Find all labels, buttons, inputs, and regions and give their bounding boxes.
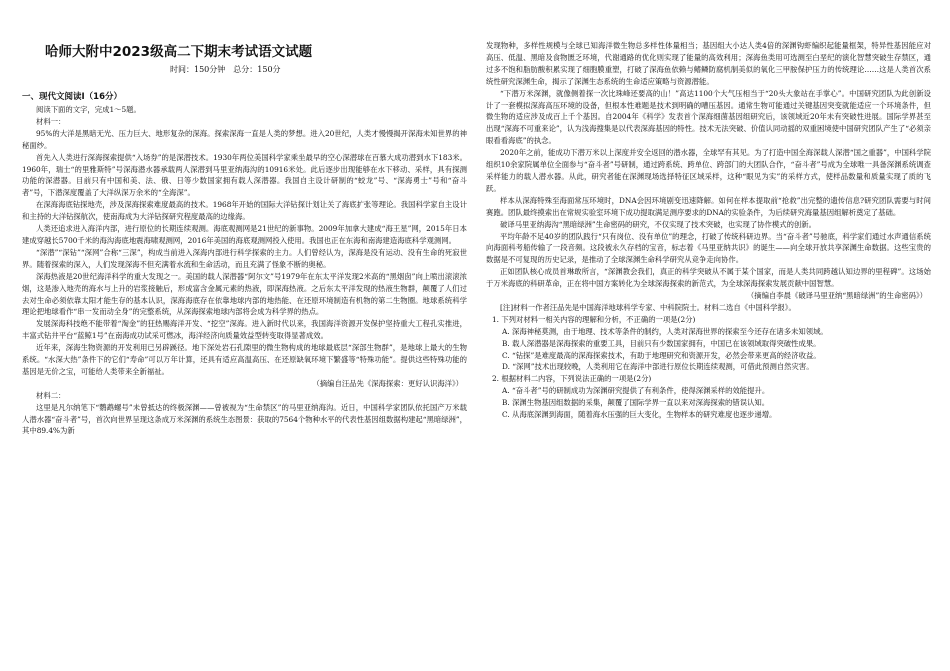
paragraph: 这里是凡尔纳笔下“鹦鹉螺号”未曾抵达的终极深渊——曾被视为“生命禁区”的马里亚纳海沟。近日，中国科学家团队依托国产万米载人潜水器“奋斗者”号，首次向世界呈现这条成万米深渊的系统生态图景：获取的7564个物种水平的代表性基因组数据构建起“黑暗绿洲”，其中89.4%为新 — [22, 402, 467, 436]
section-heading: 一、现代文阅读Ⅰ（16分） — [22, 92, 122, 102]
paragraph: 正如团队核心成员首琳敢所言，“深渊教会我们，真正的科学突破从不属于某个国家，而是人类共同跨越认知边界的里程碑”。这场始于万米海底的科研革命，正在将中国方案转化为全球深海探索的新范式，为全球深海探索发展贡献中国智慧。 — [486, 267, 931, 289]
paragraph: 首先入人类进行深海探索提供“入场券”的是深潜技术。1930年两位美国科学家乘坐最早的空心深潜球在百慕大成功潜到水下183米。1960年，瑞士“的里雅斯特”号深海潜水器承载两人深潜到马里亚纳海沟的10916米处。此后逐步出现能够在水下移动、采样，具有探测功能的深潜器。目前只有中国和美、法、俄、日等少数国家拥有载人深潜器。我国自主设计研制的“蛟龙”号、“深海勇士”号和“奋斗者”号，下潜深度覆盖了大洋纵深万余米的“全海深”。 — [22, 152, 467, 198]
paragraph: 95%的大洋是黑暗无光、压力巨大、地形复杂的深海。探索深海一直是人类的梦想。进入20世纪，人类才慢慢揭开深海未知世界的神秘面纱。 — [22, 128, 467, 150]
exam-title: 哈师大附中2023级高二下期末考试语文试题 — [45, 44, 313, 60]
answer-option: A. 深海神秘莫测，由于地理、技术等条件的制约，人类对深海世界的探索至今还存在诸多未知领域。 — [502, 326, 828, 336]
paragraph: 发展深海科技绝不能带着“淘金”的狂热赐海洋开发、“挖空”深海。进入新时代以来，我国海洋资源开发保护坚持重大工程孔实推进，丰富式钻井平台“蓝鲸1号”在南海成功试采可燃冰，海洋经济向质量效益型转变取得显著成效。 — [22, 319, 467, 341]
author-note: [注]材料一作者汪品先是中国海洋地球科学专家、中科院院士。材料二选自《中国科学报》。 — [500, 302, 796, 312]
paragraph: 2020年之前，能成功下潜万米以上深度并安全返回的潜水器，全球罕有其见。为了打造中国全海深载人深潜“国之重器”，中国科学院组织10余家院属单位全面参与“奋斗者”号研制，通过跨系统、跨单位、跨部门的大团队合作，“奋斗者”号成为全球唯一具备深渊系统调查采样能力的载人潜水器。从此，研究者能在深渊现场选择特征区域采样，这种“眼见为实”的采样方式，使样品数量和质量实现了质的飞跃。 — [486, 148, 931, 193]
question-stem: 2. 根据材料二内容，下列说法正确的一项是(2分) — [492, 374, 652, 384]
paragraph: 平均年龄不足40岁的团队践行“只有岗位、没有单位”的理念，打破了传统科研边界。当“奋斗者”号驰底，科学家们通过水声通信系统向海面科考船传输了一段音频。这段被永久存档的宝音，标志着《马里亚纳共识》的诞生——向全球开放共享深渊生命数据。这些宝贵的数据是不可复现的历史记录，是推动了全球深渊生命科学研究从竞争走向协作。 — [486, 231, 931, 265]
paragraph: “下潜万米深渊，就像侧着探一次比珠峰还要高的山！”高达1100个大气压相当于“20头大象站在手掌心”。中国研究团队为此创新设计了一套模拟深海高压环境的设备，但根本性难题是技术到明确的嘈压基因。通常生物可能通过关键基因突变就能适应一个环境条件，但微生物的适应涉及成百上千个基因。自2004年《科学》发表首个深海细菌基因组研究后，该领域近20年未有突破性进展。国际学界甚至出现“深海不可重来论”，认为浅海搜集是以代表深海基因的特性。技术无法突破、价值认同动摇的双重困境使中国研究团队产生了“必须亲眼看看海底”的执念。 — [486, 88, 931, 146]
answer-option: C. “钻探”是难度最高的深海探索技术，有助于地理研究和资源开发，必然会带来更高的经济收益。 — [502, 350, 821, 360]
paragraph: 在深海海底钻探地壳，涉及深海探索难度最高的技术。1968年开始的国际大洋钻探计划让关了海底扩张等理论。我国科学家自主设计和主持的大洋钻探航次，使南海成为大洋钻探研究程度最高的边缘海。 — [22, 200, 467, 222]
right-column — [486, 0, 931, 671]
source-citation: （摘编自李晨《破译马里亚纳“黑暗绿洲”的生命密码》） — [746, 291, 927, 301]
answer-option: A. “奋斗者”号的研制成功为深渊研究提供了有利条件，使得深渊采样的效能提升。 — [502, 386, 770, 396]
exam-time-info: 时间：150分钟 总分：150分 — [170, 65, 281, 74]
right-text-body — [486, 40, 931, 421]
left-column — [22, 0, 467, 671]
instruction-text: 阅读下面的文字，完成1～5题。 — [36, 105, 141, 114]
paragraph: 近年来，深海生物资源的开发利用已另辟蹊径。地下深处岩石孔隙里的微生物构成的地球最底层“深部生物群”，是地球上最大的生物系统。“水深大热”条件下的它们“寿命”可以万年计算，还具有适应高温高压、在还原缺氧环境下繁盛等“特殊功能”。提供这些特殊功能的基因是无价之宝，可能给人类带来全新福祉。 — [22, 343, 467, 376]
left-text-body — [22, 104, 467, 437]
material-two-label: 材料二： — [36, 390, 66, 400]
answer-option: B. 载人深潜器是深海探索的重要工具，目前只有少数国家拥有，中国已在该领域取得突破性成果。 — [502, 338, 821, 348]
paragraph: “深潜”“深钻”“深网”合称“三深”，构成当前进入深海内部进行科学探索的主力。人们曾经认为，深海是没有运动、没有生命的死寂世界。随着探索的深入，人们发现深海不但充满着水流和生命活动，而且充满了怪象不断的奥秘。 — [22, 247, 467, 269]
question-stem: 1. 下列对材料一相关内容的理解和分析，不正确的一项是(2分) — [492, 314, 696, 324]
questions-block — [486, 314, 931, 421]
material-one-label: 材料一： — [36, 116, 66, 126]
paragraph: 深海热液是20世纪海洋科学的重大发现之一。美国的载人深潜器“阿尔文”号1979年在东太平洋发现2米高的“黑烟囱”向上喷出滚滚浓烟，这是渗入地壳的海水与上升的岩浆接触后，形成富含金属元素的热液，即深海热液。之后东太平洋发现的热液生物群，颠覆了人们过去对生命必须依靠太阳才能生存的基本认识，深海海底存在依靠地球内部的地热能、在还原环境制造有机物的第二生物圈。地球系统科学理论把地球看作“串一发而动全身”的完整系统，从深海探索地球内部将会成为科学界的热点。 — [22, 271, 467, 317]
paragraph: 发现物种，多样性规模与全球已知海洋微生物总多样性体量相当；基因组大小达人类4倍的深渊钩虾编织起能量框架，特异性基因能应对高压、低温、黑暗及食物匮乏环境，代谢通路的优化则实现了能量的高效利用；深海鱼类用可选测至白垩纪的演化智慧突破生存禁区，通过多不饱和脂肪酸积累实现了细胞膜重塑，打破了深海鱼依赖与鳍鳞防腐机制美似的氧化三甲胺保护压力的传统理论……这是人类首次系统性研究深渊生命，揭示了深渊生态系统的生命适应策略与资源潜能。 — [486, 41, 931, 86]
paragraph: 破译马里亚纳海沟“黑暗绿洲”生命密码的研究，不仅实现了技术突破，也实现了协作模式的创新。 — [500, 219, 816, 229]
answer-option: C. 从海底深渊到海面，随着海水压强的巨大变化，生物样本的研究难度也逐步递增。 — [502, 410, 777, 420]
answer-option: B. 深渊生物基因组数据的采集，颠覆了国际学界一直以来对深海探索的错误认知。 — [502, 398, 770, 408]
source-citation: （摘编自汪品先《深海探索：更好认识海洋》） — [312, 378, 463, 388]
answer-option: D. “深网”技术出现较晚，人类利用它在海洋中部进行原位长期连续观测，可借此预测自然灾害。 — [502, 362, 814, 372]
paragraph: 人类还追求进入海洋内部，进行原位的长期连续观测。海底观测网是21世纪的新事物。2009年加拿大建成“海王星”网，2015年日本建成穿越长5700千米的海沟海底地震海啸观测网，2016年美国的海底观测网投入使用。我国也正在东海和南海建造海底科学观测网。 — [22, 224, 467, 245]
paragraph: 样本从深海特殊至海面常压环境时，DNA会因环境剧变迅速降解。如何在样本提取前“抢救”出完整的遗传信息?研究团队需要与时间赛跑。团队最终摸索出在常规实验室环境下成功提取满足测序要求的DNA的实验条件，为后续研究海量基因组解析奠定了基础。 — [486, 195, 931, 217]
